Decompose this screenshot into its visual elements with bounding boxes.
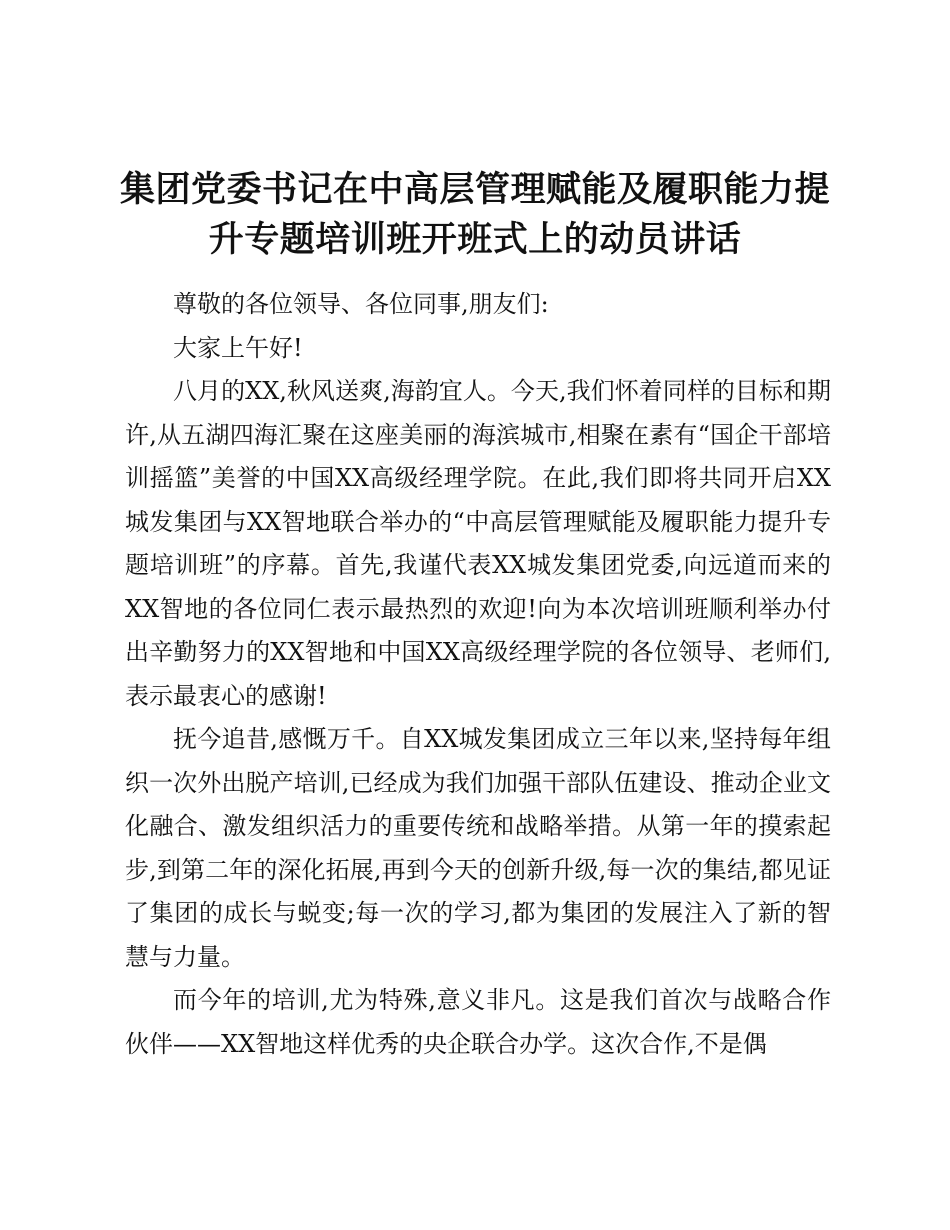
salutation-paragraph: 尊敬的各位领导、各位同事,朋友们: <box>173 290 549 318</box>
greeting-paragraph: 大家上午好! <box>173 333 303 362</box>
body-paragraph: 抚今追昔,感慨万千。自XX城发集团成立三年以来,坚持每年组织一次外出脱产培训,已经成为我们加强干部队伍建设、推动企业文化融合、激发组织活力的重要传统和战略举措。从第一年的摸索起步,到第二年的深化拓展,再到今天的创新升级,每一次的集结,都见证了集团的成长与蜕变;每一次的学习,都为集团的发展注入了新的智慧与力量。 <box>125 725 831 971</box>
document-body <box>125 283 831 1066</box>
body-paragraph: 八月的XX,秋风送爽,海韵宜人。今天,我们怀着同样的目标和期许,从五湖四海汇聚在这座美丽的海滨城市,相聚在素有“国企干部培训摇篮”美誉的中国XX高级经理学院。在此,我们即将共同开启XX城发集团与XX智地联合举办的“中高层管理赋能及履职能力提升专题培训班”的序幕。首先,我谨代表XX城发集团党委,向远道而来的XX智地的各位同仁表示最热烈的欢迎!向为本次培训班顺利举办付出辛勤努力的XX智地和中国XX高级经理学院的各位领导、老师们,表示最衷心的感谢! <box>125 377 831 710</box>
document-title: 集团党委书记在中高层管理赋能及履职能力提升专题培训班开班式上的动员讲话 <box>120 169 831 260</box>
body-paragraph: 而今年的培训,尤为特殊,意义非凡。这是我们首次与战略合作伙伴——XX智地这样优秀的央企联合办学。这次合作,不是偶 <box>125 986 831 1058</box>
